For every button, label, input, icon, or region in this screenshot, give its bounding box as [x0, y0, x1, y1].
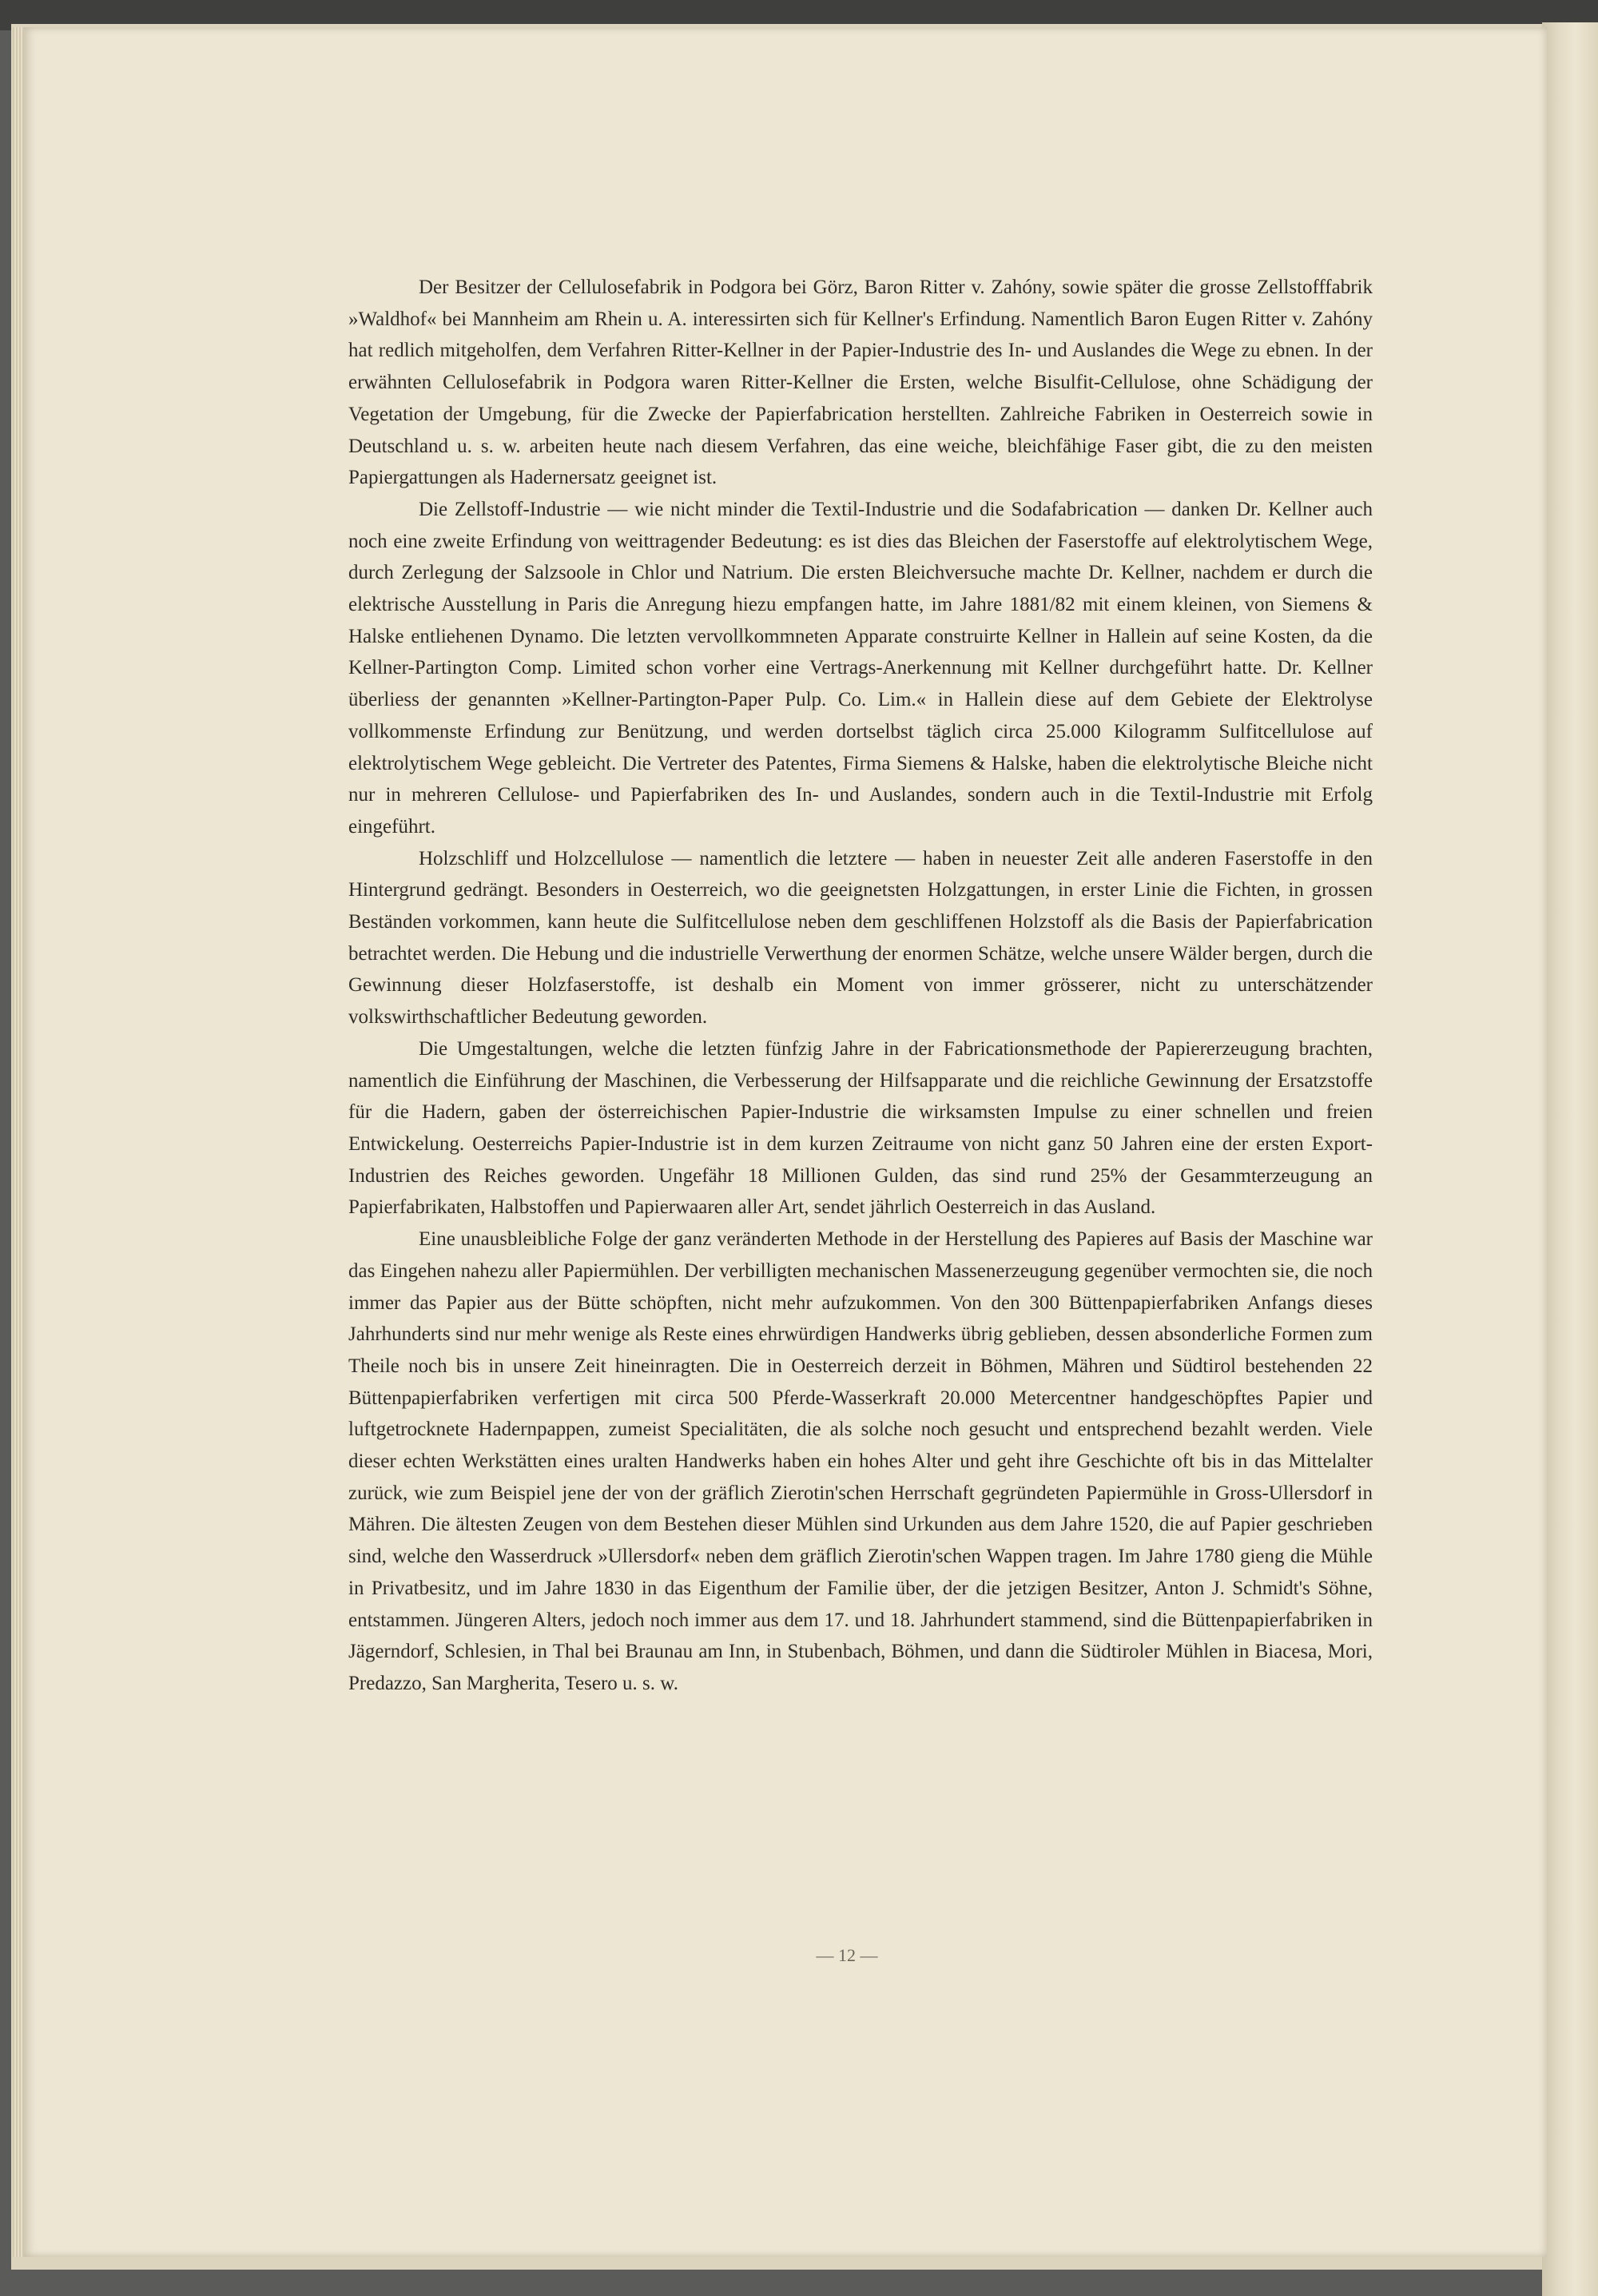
paragraph-3: Holzschliff und Holzcellulose — namentlich die letztere — haben in neuester Zeit alle anderen Faserstoffe in den Hintergrund gedrängt. Besonders in Oesterreich, wo die geeignetsten Holzgattungen, in erster Linie die Fichten, in grossen Beständen vorkommen, kann heute die Sulfitcellulose neben dem geschliffenen Holzstoff als die Basis der Papierfabrication betrachtet werden. Die Hebung und die industrielle Verwerthung der enormen Schätze, welche unsere Wälder bergen, durch die Gewinnung dieser Holzfaserstoffe, ist deshalb ein Moment von immer grösserer, nicht zu unterschätzender volkswirthschaftlicher Bedeutung geworden. [348, 847, 1373, 1029]
paragraph-4: Die Umgestaltungen, welche die letzten fünfzig Jahre in der Fabricationsmethode der Papiererzeugung brachten, namentlich die Einführung der Maschinen, die Verbesserung der Hilfsapparate und die reichliche Gewinnung der Ersatzstoffe für die Hadern, gaben der österreichischen Papier-Industrie die wirksamsten Impulse zu einer schnellen und freien Entwickelung. Oesterreichs Papier-Industrie ist in dem kurzen Zeitraume von nicht ganz 50 Jahren eine der ersten Export-Industrien des Reiches geworden. Ungefähr 18 Millionen Gulden, das sind rund 25% der Gesammterzeugung an Papierfabrikaten, Halbstoffen und Papierwaaren aller Art, sendet jährlich Oesterreich in das Ausland. [348, 1037, 1373, 1219]
paragraph-1: Der Besitzer der Cellulosefabrik in Podgora bei Görz, Baron Ritter v. Zahóny, sowie später die grosse Zellstofffabrik »Waldhof« bei Mannheim am Rhein u. A. interessirten sich für Kellner's Erfindung. Namentlich Baron Eugen Ritter v. Zahóny hat redlich mitgeholfen, dem Verfahren Ritter-Kellner in der Papier-Industrie des In- und Auslandes die Wege zu ebnen. In der erwähnten Cellulosefabrik in Podgora waren Ritter-Kellner die Ersten, welche Bisulfit-Cellulose, ohne Schädigung der Vegetation der Umgebung, für die Zwecke der Papierfabrication herstellten. Zahlreiche Fabriken in Oesterreich sowie in Deutschland u. s. w. arbeiten heute nach diesem Verfahren, das eine weiche, bleichfähige Faser gibt, die zu den meisten Papiergattungen als Hadernersatz geeignet ist. [348, 277, 1373, 489]
page-stack-edge [13, 27, 24, 2257]
book-right-edge [1542, 22, 1598, 2296]
body-text [348, 272, 1373, 1700]
paragraph-2: Die Zellstoff-Industrie — wie nicht minder die Textil-Industrie und die Sodafabrication — danken Dr. Kellner auch noch eine zweite Erfindung von weittragender Bedeutung: es ist dies das Bleichen der Faserstoffe auf elektrolytischem Wege, durch Zerlegung der Salzsoole in Chlor und Natrium. Die ersten Bleichversuche machte Dr. Kellner, nachdem er durch die elektrische Ausstellung in Paris die Anregung hiezu empfangen hatte, im Jahre 1881/82 mit einem kleinen, von Siemens & Halske entliehenen Dynamo. Die letzten vervollkommneten Apparate construirte Kellner in Hallein auf seine Kosten, da die Kellner-Partington Comp. Limited schon vorher eine Vertrags-Anerkennung mit Kellner durchgeführt hatte. Dr. Kellner überliess der genannten »Kellner-Partington-Paper Pulp. Co. Lim.« in Hallein diese auf dem Gebiete der Elektrolyse vollkommenste Erfindung zur Benützung, und werden dortselbst täglich circa 25.000 Kilogramm Sulfitcellulose auf elektrolytischem Wege gebleicht. Die Vertreter des Patentes, Firma Siemens & Halske, haben die elektrolytische Bleiche nicht nur in mehreren Cellulose- und Papierfabriken des In- und Auslandes, sondern auch in die Textil-Industrie mit Erfolg eingeführt. [348, 498, 1373, 838]
page-number: — 12 — [816, 1945, 878, 1965]
paragraph-5: Eine unausbleibliche Folge der ganz veränderten Methode in der Herstellung des Papieres auf Basis der Maschine war das Eingehen nahezu aller Papiermühlen. Der verbilligten mechanischen Massenerzeugung gegenüber vermochten sie, die noch immer das Papier aus der Bütte schöpften, nicht mehr aufzukommen. Von den 300 Büttenpapierfabriken Anfangs dieses Jahrhunderts sind nur mehr wenige als Reste eines ehrwürdigen Handwerks übrig geblieben, dessen absonderliche Formen zum Theile noch bis in unsere Zeit hineinragten. Die in Oesterreich derzeit in Böhmen, Mähren und Südtirol bestehenden 22 Büttenpapierfabriken verfertigen mit circa 500 Pferde-Wasserkraft 20.000 Metercentner handgeschöpftes Papier und luftgetrocknete Hadernpappen, zumeist Specialitäten, die als solche noch gesucht und entsprechend bezahlt werden. Viele dieser echten Werkstätten eines uralten Handwerks haben ein hohes Alter und geht ihre Geschichte oft bis in das Mittelalter zurück, wie zum Beispiel jene der von der gräflich Zierotin'schen Herrschaft gegründeten Papiermühle in Gross-Ullersdorf in Mähren. Die ältesten Zeugen von dem Bestehen dieser Mühlen sind Urkunden aus dem Jahre 1520, die auf Papier geschrieben sind, welche den Wasserdruck »Ullersdorf« neben dem gräflich Zierotin'schen Wappen tragen. Im Jahre 1780 gieng die Mühle in Privatbesitz, und im Jahre 1830 in das Eigenthum der Familie über, der die jetzigen Besitzer, Anton J. Schmidt's Söhne, entstammen. Jüngeren Alters, jedoch noch immer aus dem 17. und 18. Jahrhundert stammend, sind die Büttenpapierfabriken in Jägerndorf, Schlesien, in Thal bei Braunau am Inn, in Stubenbach, Böhmen, und dann die Südtiroler Mühlen in Biacesa, Mori, Predazzo, San Margherita, Tesero u. s. w. [348, 1228, 1373, 1694]
